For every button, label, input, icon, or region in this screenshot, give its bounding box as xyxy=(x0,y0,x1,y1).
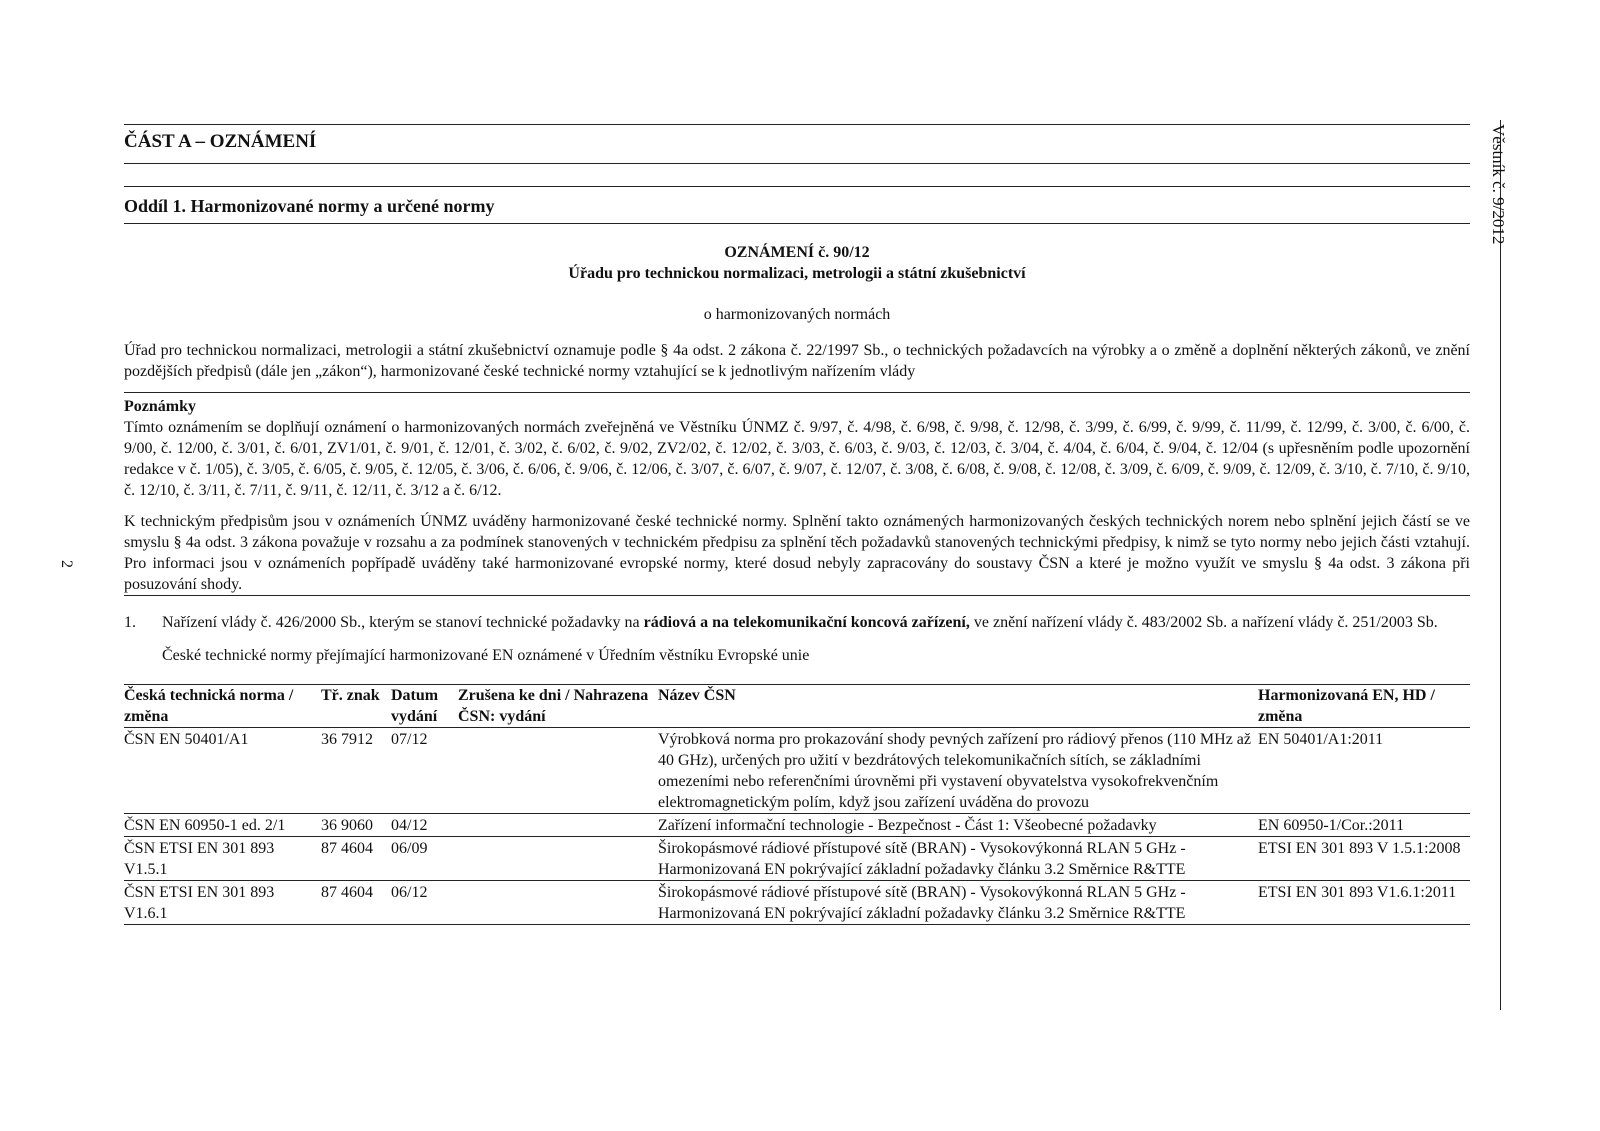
divider xyxy=(124,186,1470,187)
table-row xyxy=(124,881,1470,925)
col-header-date: Datum vydání xyxy=(391,687,439,725)
document-body xyxy=(124,124,1470,925)
col-header-csn: Česká technická norma / změna xyxy=(124,687,294,725)
cell-title: Výrobková norma pro prokazování shody pevných zařízení pro rádiový přenos (110 MHz až 40 GHz), určených pro užití v bezdrátových telekomunikačních sítích, se základními omezeními nebo referenčními úrovněmi při vystavení obyvatelstva vysokofrekvenčním elektromagnetickým polím, když jsou zařízení uváděna do provozu xyxy=(658,731,1251,811)
cell-title: Širokopásmové rádiové přístupové sítě (BRAN) - Vysokovýkonná RLAN 5 GHz - Harmonizovaná EN pokrývající základní požadavky článku 3.2 Směrnice R&TTE xyxy=(658,840,1186,878)
cell-csn: ČSN ETSI EN 301 893 V1.5.1 xyxy=(124,840,275,878)
cell-withdrawn xyxy=(458,837,658,881)
notice-number: OZNÁMENÍ č. 90/12 xyxy=(724,244,870,261)
page-number: 2 xyxy=(58,560,75,568)
notes-block xyxy=(124,392,1470,596)
cell-title: Zařízení informační technologie - Bezpečnost - Část 1: Všeobecné požadavky xyxy=(658,817,1157,834)
table-row xyxy=(124,837,1470,881)
item-text-bold: rádiová a na telekomunikační koncová zařízení, xyxy=(643,614,970,631)
cell-withdrawn xyxy=(458,814,658,837)
side-header: Věstník č. 9/2012 xyxy=(1489,124,1508,245)
cell-date: 06/09 xyxy=(391,840,428,857)
cell-class: 36 7912 xyxy=(321,731,373,748)
cell-csn: ČSN ETSI EN 301 893 V1.6.1 xyxy=(124,884,275,922)
cell-csn: ČSN EN 50401/A1 xyxy=(124,731,249,748)
cell-withdrawn xyxy=(458,728,658,814)
side-rule xyxy=(1500,120,1501,1010)
item-number: 1. xyxy=(124,614,136,631)
notice-issuer: Úřadu pro technickou normalizaci, metrologii a státní zkušebnictví xyxy=(568,265,1026,282)
cell-harmonized: ETSI EN 301 893 V1.6.1:2011 xyxy=(1258,884,1457,901)
notes-paragraph: K technickým předpisům jsou v oznámeních ÚNMZ uváděny harmonizované české technické normy. Splnění takto oznámených harmonizovaných českých technických norem nebo splnění jejich částí se ve smyslu § 4a odst. 3 zákona považuje v rozsahu a za podmínek stanovených v technickém předpisu za splnění těch požadavků stanovených technickými předpisy, k nimž se tyto normy nebo jejich části vztahují. Pro informaci jsou v oznámeních popřípadě uváděny také harmonizované evropské normy, které dosud nebyly zapracovány do soustavy ČSN a které je možno využít ve smyslu § 4a odst. 3 zákona při posuzování shody. xyxy=(124,513,1470,593)
col-header-withdrawn: Zrušena ke dni / Nahrazena ČSN: vydání xyxy=(458,687,649,725)
notice-subject: o harmonizovaných normách xyxy=(703,306,891,323)
part-title: ČÁST A – OZNÁMENÍ xyxy=(124,131,317,152)
cell-harmonized: EN 50401/A1:2011 xyxy=(1258,731,1384,748)
col-header-harmonized: Harmonizovaná EN, HD / změna xyxy=(1258,687,1435,725)
cell-class: 87 4604 xyxy=(321,840,373,857)
regulation-item xyxy=(124,612,1470,633)
col-header-title: Název ČSN xyxy=(658,687,736,704)
divider xyxy=(124,392,1470,393)
cell-title: Širokopásmové rádiové přístupové sítě (BRAN) - Vysokovýkonná RLAN 5 GHz - Harmonizovaná EN pokrývající základní požadavky článku 3.2 Směrnice R&TTE xyxy=(658,884,1186,922)
section-title: Oddíl 1. Harmonizované normy a určené normy xyxy=(124,196,495,216)
table-row xyxy=(124,728,1470,814)
standards-table xyxy=(124,684,1470,925)
cell-date: 07/12 xyxy=(391,731,428,748)
notes-text: Tímto oznámením se doplňují oznámení o harmonizovaných normách zveřejněná ve Věstníku ÚNMZ č. 9/97, č. 4/98, č. 6/98, č. 9/98, č. 12/98, č. 3/99, č. 6/99, č. 9/99, č. 11/99, č. 12/99, č. 3/00, č. 6/00, č. 9/00, č. 12/00, č. 3/01, č. 6/01, ZV1/01, č. 9/01, č. 12/01, č. 3/02, č. 6/02, č. 9/02, ZV2/02, č. 12/02, č. 3/03, č. 6/03, č. 9/03, č. 12/03, č. 3/04, č. 4/04, č. 6/04, č. 9/04, č. 12/04 (s upřesněním podle upozornění redakce v č. 1/05), č. 3/05, č. 6/05, č. 9/05, č. 12/05, č. 3/06, č. 6/06, č. 9/06, č. 12/06, č. 3/07, č. 6/07, č. 9/07, č. 12/07, č. 3/08, č. 6/08, č. 9/08, č. 12/08, č. 3/09, č. 6/09, č. 9/09, č. 12/09, č. 3/10, č. 7/10, č. 9/10, č. 12/10, č. 3/11, č. 7/11, č. 9/11, č. 12/11, č. 3/12 a č. 6/12. xyxy=(124,419,1470,499)
cell-class: 87 4604 xyxy=(321,884,373,901)
notes-label: Poznámky xyxy=(124,398,196,415)
table-row xyxy=(124,814,1470,837)
cell-withdrawn xyxy=(458,881,658,925)
cell-class: 36 9060 xyxy=(321,817,373,834)
item-subheading: České technické normy přejímající harmonizované EN oznámené v Úředním věstníku Evropské unie xyxy=(162,647,810,664)
cell-harmonized: EN 60950-1/Cor.:2011 xyxy=(1258,817,1405,834)
item-text xyxy=(162,612,1470,633)
intro-paragraph: Úřad pro technickou normalizaci, metrologii a státní zkušebnictví oznamuje podle § 4a odst. 2 zákona č. 22/1997 Sb., o technických požadavcích na výrobky a o změně a doplnění některých zákonů, ve znění pozdějších předpisů (dále jen „zákon“), harmonizované české technické normy vztahující se k jednotlivým nařízením vlády xyxy=(124,342,1470,380)
cell-csn: ČSN EN 60950-1 ed. 2/1 xyxy=(124,817,286,834)
col-header-class: Tř. znak xyxy=(321,687,380,704)
cell-date: 04/12 xyxy=(391,817,428,834)
divider xyxy=(124,124,1470,125)
item-text-end: ve znění nařízení vlády č. 483/2002 Sb. a nařízení vlády č. 251/2003 Sb. xyxy=(969,614,1438,631)
cell-harmonized: ETSI EN 301 893 V 1.5.1:2008 xyxy=(1258,840,1461,857)
divider xyxy=(124,223,1470,224)
item-text-start: Nařízení vlády č. 426/2000 Sb., kterým se stanoví technické požadavky na xyxy=(162,614,644,631)
cell-date: 06/12 xyxy=(391,884,428,901)
table-header-row xyxy=(124,685,1470,728)
divider xyxy=(124,595,1470,596)
